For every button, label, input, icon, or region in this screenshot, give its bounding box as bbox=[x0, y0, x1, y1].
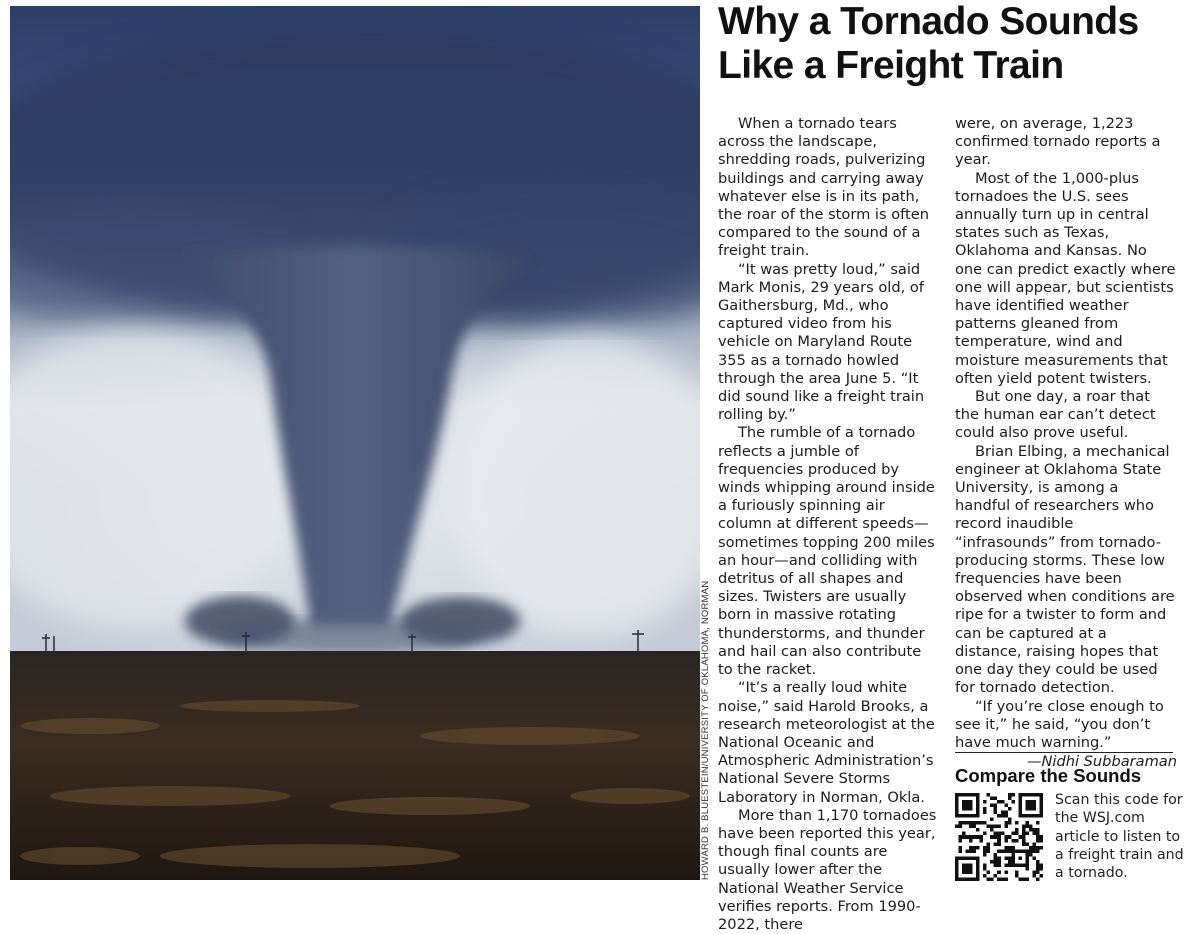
article-column-2 bbox=[955, 115, 1177, 771]
paragraph: Brian Elbing, a mechanical engineer at Oklahoma State University, is among a handful of researchers who record inaudible “infrasounds” from tornado-producing storms. These low frequencies have been observed when conditions are ripe for a twister to form and can be captured at a distance, raising hopes that one day they could be used for tornado detection. bbox=[955, 442, 1175, 697]
sidebar-title: Compare the Sounds bbox=[955, 765, 1142, 786]
byline: —Nidhi Subbaraman bbox=[1026, 753, 1177, 771]
paragraph: The rumble of a tornado reflects a jumble of frequencies produced by winds whipping around inside a furiously spinning air column at different speeds—sometimes topping 200 miles an hour—and colliding with detritus of all shapes and sizes. Twisters are usually born in massive rotating thunderstorms, and thunder and hail can also contribute to the racket. bbox=[718, 424, 935, 679]
sidebar-text: Scan this code for the WSJ.com article to listen to a freight train and a tornado. bbox=[1055, 792, 1184, 882]
paragraph: “It’s a really loud white noise,” said Harold Brooks, a research meteorologist at the National Oceanic and Atmospheric Administration’s National Severe Storms Laboratory in Norman, Okla. bbox=[718, 679, 935, 806]
paragraph: “If you’re close enough to see it,” he said, “you don’t have much warning.” bbox=[955, 697, 1164, 751]
paragraph-continuation: were, on average, 1,223 confirmed tornado reports a year. bbox=[955, 115, 1161, 169]
paragraph: When a tornado tears across the landscape, shredding roads, pulverizing buildings and carrying away whatever else is in its path, the roar of the storm is often compared to the sound of a freight train. bbox=[718, 115, 929, 260]
tornado-photo bbox=[10, 6, 700, 880]
paragraph: “It was pretty loud,” said Mark Monis, 29 years old, of Gaithersburg, Md., who captured video from his vehicle on Maryland Route 355 as a tornado howled through the area June 5. “It did sound like a freight train rolling by.” bbox=[718, 260, 925, 424]
sidebar-divider bbox=[955, 752, 1173, 753]
qr-code-icon[interactable] bbox=[955, 793, 1043, 881]
headline: Why a Tornado Sounds Like a Freight Train bbox=[718, 0, 1139, 87]
paragraph: But one day, a roar that the human ear can’t detect could also prove useful. bbox=[955, 388, 1156, 442]
paragraph: Most of the 1,000-plus tornadoes the U.S. sees annually turn up in central states such as Texas, Oklahoma and Kansas. No one can predict exactly where one will appear, but scientists have identified weather patterns gleaned from temperature, wind and moisture measurements that often yield potent twisters. bbox=[955, 169, 1176, 387]
photo-credit: HOWARD B. BLUESTEIN/UNIVERSITY OF OKLAHOMA, NORMAN bbox=[700, 580, 711, 880]
paragraph: More than 1,170 tornadoes have been reported this year, though final counts are usually lower after the National Weather Service verifies reports. From 1990-2022, there bbox=[718, 806, 937, 933]
article-column-1 bbox=[718, 115, 940, 934]
